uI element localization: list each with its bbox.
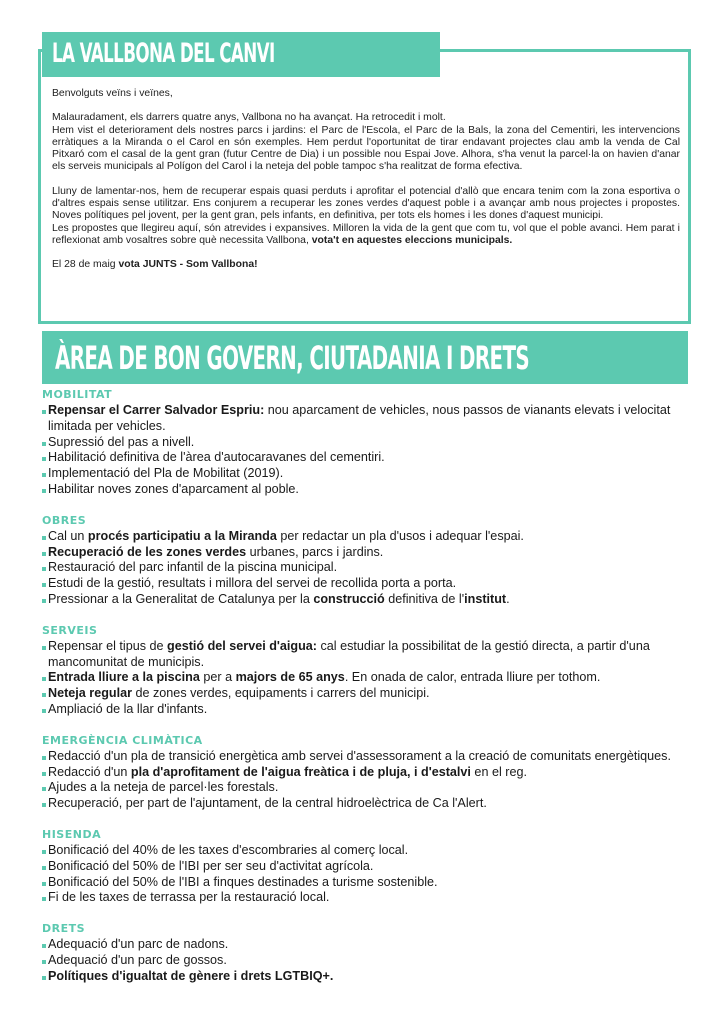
bullet-icon <box>42 787 46 791</box>
list-item: Implementació del Pla de Mobilitat (2019). <box>42 466 682 482</box>
bullet-icon <box>42 599 46 603</box>
bullet-icon <box>42 410 46 414</box>
letter-greeting: Benvolguts veïns i veïnes, <box>52 88 173 99</box>
list-item: Cal un procés participatiu a la Miranda per redactar un pla d'usos i adequar l'espai. <box>42 529 682 545</box>
bullet-icon <box>42 473 46 477</box>
list-item: Ajudes a la neteja de parcel·les forestals. <box>42 780 682 796</box>
bullet-icon <box>42 882 46 886</box>
bullet-icon <box>42 693 46 697</box>
bullet-icon <box>42 976 46 980</box>
page-title: LA VALLBONA DEL CANVI <box>52 38 275 69</box>
list-item: Bonificació del 50% de l'IBI a finques destinades a turisme sostenible. <box>42 875 682 891</box>
category-heading: HISENDA <box>42 827 102 841</box>
letter-paragraph: Hem vist el deteriorament dels nostres parcs i jardins: el Parc de l'Escola, el Parc de la Bals, la zona del Cementiri, les intervencions erràtiques a la Miranda o el Carol en són exemples. Hem perdut l'oportunitat de tirar endavant projectes clau amb la venda de Cal Pitxaró com el casal de la gent gran (futur Centre de Dia) i un possible nou Espai Jove. Alhora, s'ha venut la parcel·la on havien d'anar els serveis municipals al Polígon del Carol i la neteja del poble tampoc s'ha realitzat de forma efectiva. <box>52 124 680 173</box>
category-serveis <box>42 624 682 718</box>
list-item: Adequació d'un parc de nadons. <box>42 937 682 953</box>
bullet-icon <box>42 803 46 807</box>
list-item: Redacció d'un pla de transició energètica amb servei d'assessorament a la creació de comunitats energètiques. <box>42 749 682 765</box>
category-emergencia-climatica <box>42 734 682 812</box>
list-item: Neteja regular de zones verdes, equipaments i carrers del municipi. <box>42 686 682 702</box>
bullet-icon <box>42 536 46 540</box>
category-heading: DRETS <box>42 922 86 936</box>
category-heading: SERVEIS <box>42 623 98 637</box>
list-item: Recuperació de les zones verdes urbanes, parcs i jardins. <box>42 545 682 561</box>
letter-text: El 28 de maig <box>52 259 119 271</box>
bullet-icon <box>42 489 46 493</box>
list-item: Bonificació del 40% de les taxes d'escombraries al comerç local. <box>42 843 682 859</box>
letter-paragraph: Lluny de lamentar-nos, hem de recuperar espais quasi perduts i aprofitar el potencial d'allò que encara tenim com la zona esportiva o d'altres espais sense utilitzar. Ens conjurem a recuperar les zones verdes d'aquest poble i a avançar amb nous projectes i propostes. Noves polítiques pel jovent, per la gent gran, pels infants, en definitiva, per tots els homes i les dones d'aquest municipi. <box>52 185 680 222</box>
bullet-icon <box>42 709 46 713</box>
bullet-icon <box>42 442 46 446</box>
list-item: Redacció d'un pla d'aprofitament de l'aigua freàtica i de pluja, i d'estalvi en el reg. <box>42 765 682 781</box>
bullet-icon <box>42 646 46 650</box>
bullet-icon <box>42 866 46 870</box>
bullet-icon <box>42 944 46 948</box>
bullet-icon <box>42 960 46 964</box>
bullet-icon <box>42 897 46 901</box>
letter-emphasis: vota't en aquestes eleccions municipals. <box>311 234 513 246</box>
letter-text: Les propostes que llegireu aquí, són atrevides i expansives. Milloren la vida de la gent que com tu, vol que el poble avanci. Hem parat i reflexionat amb vosaltres sobre què necessita Vallbona, <box>52 222 680 246</box>
list-item: Habilitació definitiva de l'àrea d'autocaravanes del cementiri. <box>42 450 682 466</box>
list-item: Supressió del pas a nivell. <box>42 435 682 451</box>
category-obres <box>42 514 682 608</box>
letter-paragraph <box>52 223 680 248</box>
bullet-icon <box>42 552 46 556</box>
section-title: ÀREA DE BON GOVERN, CIUTADANIA I DRETS <box>55 339 530 377</box>
list-item: Repensar el Carrer Salvador Espriu: nou aparcament de vehicles, nous passos de vianants elevats i velocitat limitada per vehicles. <box>42 403 682 435</box>
bullet-icon <box>42 567 46 571</box>
category-heading: EMERGÈNCIA CLIMÀTICA <box>42 733 203 747</box>
list-item: Adequació d'un parc de gossos. <box>42 953 682 969</box>
proposals-list <box>42 388 682 1001</box>
list-item: Habilitar noves zones d'aparcament al poble. <box>42 482 682 498</box>
list-item: Polítiques d'igualtat de gènere i drets LGTBIQ+. <box>42 969 682 985</box>
letter-emphasis: vota JUNTS - Som Vallbona! <box>118 259 258 271</box>
bullet-icon <box>42 457 46 461</box>
list-item: Bonificació del 50% de l'IBI per ser seu d'activitat agrícola. <box>42 859 682 875</box>
list-item: Recuperació, per part de l'ajuntament, de la central hidroelèctrica de Ca l'Alert. <box>42 796 682 812</box>
category-heading: MOBILITAT <box>42 388 113 401</box>
list-item: Estudi de la gestió, resultats i millora del servei de recollida porta a porta. <box>42 576 682 592</box>
list-item: Pressionar a la Generalitat de Catalunya per la construcció definitiva de l'institut. <box>42 592 682 608</box>
letter-body <box>52 88 680 272</box>
list-item: Repensar el tipus de gestió del servei d'aigua: cal estudiar la possibilitat de la gestió directa, a partir d'una mancomunitat de municipis. <box>42 639 682 671</box>
list-item: Ampliació de la llar d'infants. <box>42 702 682 718</box>
bullet-icon <box>42 756 46 760</box>
bullet-icon <box>42 677 46 681</box>
category-drets <box>42 922 682 984</box>
list-item: Fi de les taxes de terrassa per la restauració local. <box>42 890 682 906</box>
category-hisenda <box>42 828 682 906</box>
list-item: Entrada lliure a la piscina per a majors de 65 anys. En onada de calor, entrada lliure per tothom. <box>42 670 682 686</box>
list-item: Restauració del parc infantil de la piscina municipal. <box>42 560 682 576</box>
bullet-icon <box>42 772 46 776</box>
category-heading: OBRES <box>42 513 87 527</box>
letter-paragraph: Malauradament, els darrers quatre anys, Vallbona no ha avançat. Ha retrocedit i molt. <box>52 112 446 124</box>
bullet-icon <box>42 583 46 587</box>
letter-closing <box>52 259 680 271</box>
category-mobilitat <box>42 388 682 498</box>
bullet-icon <box>42 850 46 854</box>
